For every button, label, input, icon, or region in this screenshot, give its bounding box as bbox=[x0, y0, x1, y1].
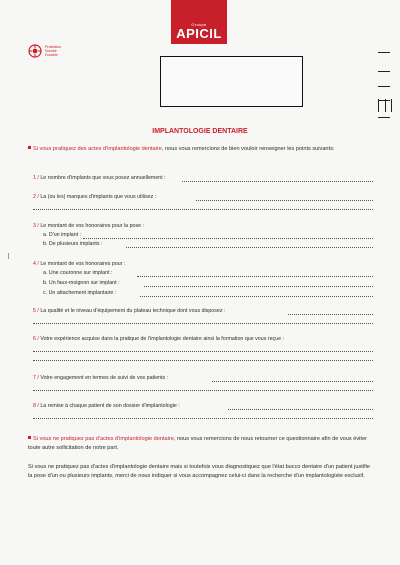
answer-field-5a[interactable] bbox=[288, 314, 373, 315]
answer-field-2b[interactable] bbox=[33, 209, 373, 210]
question-4: 4 / Le montant de vos honoraires pour : bbox=[33, 261, 126, 267]
logo-group-label: Groupe bbox=[191, 22, 207, 27]
answer-field-5b[interactable] bbox=[33, 323, 373, 324]
bullet-icon bbox=[28, 146, 31, 149]
question-4c: c. Un attachement implantaire : bbox=[43, 290, 117, 296]
answer-field-8a[interactable] bbox=[228, 409, 373, 410]
question-4a: a. Une couronne sur implant : bbox=[43, 270, 113, 276]
no-practice-paragraph: Si vous ne pratiquez pas d'actes d'implantologie dentaire, nous vous remercions de nous retourner ce questionnaire afin de vous éviter toute autre sollicitation de notre part. bbox=[28, 436, 367, 451]
answer-field-8b[interactable] bbox=[33, 418, 373, 419]
answer-field-6a[interactable] bbox=[33, 351, 373, 352]
answer-field-2a[interactable] bbox=[196, 200, 373, 201]
answer-field-4c[interactable] bbox=[140, 296, 373, 297]
answer-field-6b[interactable] bbox=[33, 360, 373, 361]
question-1: 1 / Le nombre d'implants que vous posez annuellement : bbox=[33, 175, 166, 181]
question-4b: b. Un faux-moignon sur implant : bbox=[43, 280, 120, 286]
protection-sociale-durable-logo bbox=[28, 43, 88, 61]
question-6: 6 / Votre expérience acquise dans la pratique de l'implantologie dentaire ainsi la formation que vous reçue : bbox=[33, 336, 285, 342]
apicil-logo bbox=[171, 0, 227, 44]
answer-field-3a[interactable] bbox=[83, 238, 373, 239]
scan-mark bbox=[8, 253, 9, 259]
answer-field-4a[interactable] bbox=[137, 276, 373, 277]
question-5: 5 / La qualité et le niveau d'équipement du plateau technique dont vous disposez : bbox=[33, 308, 226, 314]
answer-field-1[interactable] bbox=[182, 181, 373, 182]
logo-brand-name: APICIL bbox=[176, 26, 222, 41]
referral-paragraph: Si vous ne pratiquez pas d'actes d'implantologie dentaire mais si toutefois vous diagnostiquez que l'état bucco dentaire d'un patient justifie la pose d'un ou plusieurs implants, merci de nous indiquer si vous accompagnez celui-ci dans la recherche d'un implantologiste exclusif. bbox=[28, 464, 370, 479]
answer-field-7b[interactable] bbox=[33, 390, 373, 391]
address-window bbox=[160, 56, 303, 107]
question-8: 8 / La remise à chaque patient de son dossier d'implantologie : bbox=[33, 403, 180, 409]
psd-emblem-icon bbox=[28, 44, 42, 58]
bullet-icon bbox=[28, 436, 31, 439]
question-3a: a. D'un implant : bbox=[43, 232, 82, 238]
intro-paragraph: Si vous pratiquez des actes d'implantologie dentaire, nous vous remercions de bien vouloir renseigner les points suivants: bbox=[28, 145, 373, 154]
answer-field-7a[interactable] bbox=[212, 381, 373, 382]
psd-label: Protection Sociale Durable bbox=[45, 45, 62, 58]
answer-field-4b[interactable] bbox=[144, 286, 373, 287]
question-7: 7 / Votre engagement en termes de suivi de vos patients : bbox=[33, 375, 169, 381]
page-title: IMPLANTOLOGIE DENTAIRE bbox=[152, 128, 248, 135]
answer-field-3b[interactable] bbox=[126, 247, 373, 248]
question-2: 2 / La (ou les) marques d'implants que vous utilisez : bbox=[33, 194, 157, 200]
question-3b: b. De plusieurs implants : bbox=[43, 241, 103, 247]
question-3: 3 / Le montant de vos honoraires pour la pose : bbox=[33, 223, 145, 229]
